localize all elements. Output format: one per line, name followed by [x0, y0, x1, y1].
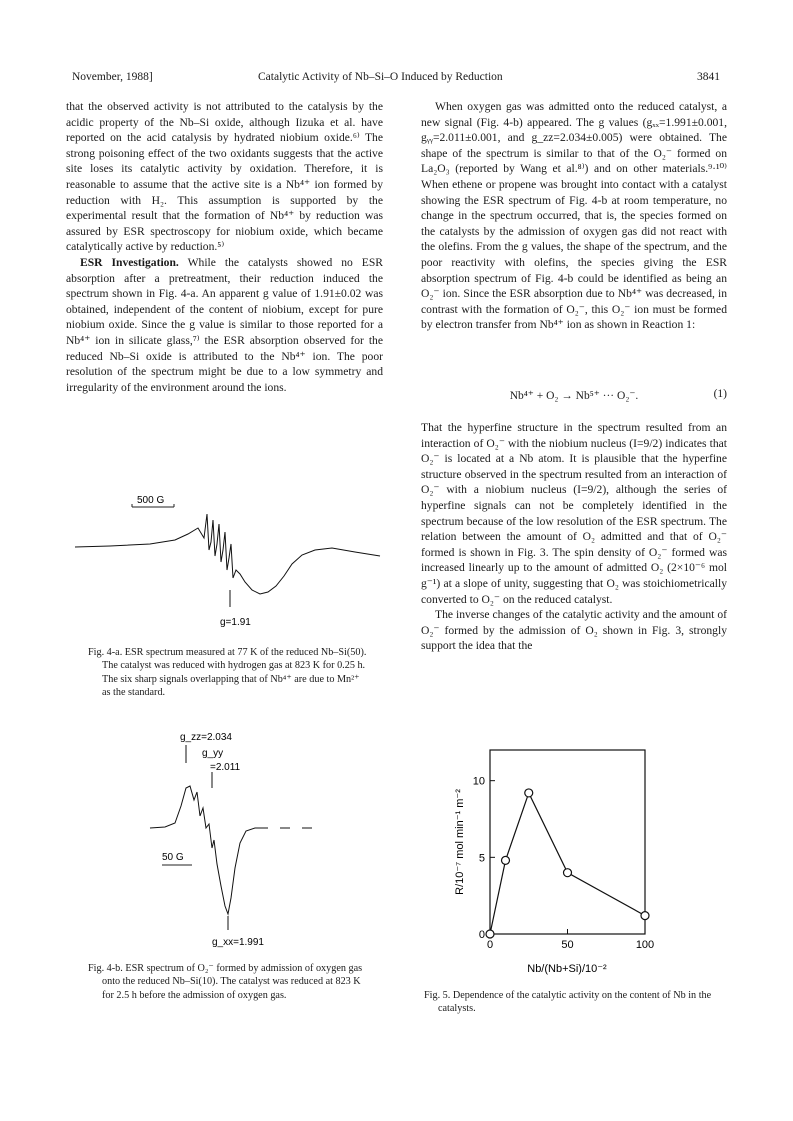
fig5-x-tick-label: 50: [561, 939, 574, 951]
right-paragraph-3: The inverse changes of the catalytic activity and the amount of O₂⁻ formed by the admission of O₂ shown in Fig. 3, strongly support the idea that the: [421, 608, 727, 653]
fig4a-scale-label: 500 G: [137, 495, 165, 506]
fig5-series-line: [490, 793, 645, 934]
left-paragraph-2-body: While the catalysts showed no ESR absorption after a pretreatment, their reduction induced the spectrum shown in Fig. 4-a. An apparent g value of 1.91±0.02 was obtained, independent of the content of niobium, except for pure niobium oxide. Since the g value is similar to those reported for a Nb⁴⁺ ion in silicate glass,⁷⁾ the ESR absorption observed for the reduced Nb–Si oxide is attributed to the Nb⁴⁺ ion. The poor resolution of the spectrum might be due to a low symmetry and irregularity of the environment around the ions.: [66, 255, 383, 394]
equation-number: (1): [713, 388, 727, 400]
fig5-data-point: [641, 912, 649, 920]
fig5-y-tick-label: 10: [472, 775, 485, 788]
left-paragraph-1: that the observed activity is not attributed to the catalysis by the acidic property of the Nb–Si oxide, although Iizuka et al. have reported on the acid catalysis by hydrated niobium oxide.⁶⁾ The strong poisoning effect of the two oxidants suggests that the active site loses its catalytic activity by oxidation. Therefore, it is reasonable to assume that the active site is a Nb⁴⁺ ion formed by reduction with H₂. This assumption is supported by the experimental result that the formation of Nb⁴⁺ by reduction was assured by ESR spectroscopy for niobium oxide, which became catalytically active by reduction.⁵⁾: [66, 100, 383, 254]
page-number: 3841: [697, 71, 720, 83]
running-header-left: November, 1988]: [72, 71, 153, 83]
left-column: [66, 99, 383, 395]
fig4b-spectrum: [150, 728, 370, 948]
fig4b-scale-label: 50 G: [162, 852, 184, 863]
fig5-y-tick-label: 0: [478, 929, 485, 941]
fig5-data-point: [502, 856, 510, 864]
fig5-data-point: [486, 930, 494, 938]
fig5-data-point: [525, 789, 533, 797]
right-column-top: [421, 99, 727, 333]
fig4b-trace: [150, 786, 268, 914]
fig5-chart: [445, 742, 725, 982]
fig5-plot-frame: [490, 750, 645, 934]
fig4a-g-label: g=1.91: [220, 617, 251, 628]
fig5-x-tick-label: 100: [635, 939, 655, 951]
right-column-bottom: [421, 420, 727, 654]
fig4a-spectrum: [70, 490, 390, 640]
left-paragraph-2: [66, 255, 383, 395]
section-heading-esr: ESR Investigation.: [80, 255, 179, 269]
fig5-x-tick-label: 0: [486, 939, 494, 951]
fig4a-caption: Fig. 4-a. ESR spectrum measured at 77 K of the reduced Nb–Si(50). The catalyst was reduced with hydrogen gas at 823 K for 0.25 h. The six sharp signals overlapping that of Nb⁴⁺ are due to Mn²⁺ as the standard.: [88, 647, 367, 699]
fig4b-gyy-label: g_yy: [202, 748, 224, 759]
fig4b-caption: Fig. 4-b. ESR spectrum of O₂⁻ formed by admission of oxygen gas onto the reduced Nb–Si(10). The catalyst was reduced at 823 K for 2.5 h before the admission of oxygen gas.: [88, 963, 363, 1001]
fig4a-trace: [75, 514, 380, 594]
fig5-xlabel: Nb/(Nb+Si)/10⁻²: [527, 963, 607, 975]
fig4b-gzz-label: g_zz=2.034: [180, 732, 232, 743]
fig5-caption: Fig. 5. Dependence of the catalytic activity on the content of Nb in the catalysts.: [424, 990, 712, 1015]
right-paragraph-2: That the hyperfine structure in the spectrum resulted from an interaction of O₂⁻ with the niobium nucleus (I=9/2) indicates that O₂⁻ is located at a Nb atom. It is plausible that the hyperfine structure observed in the spectrum resulted from an interaction of O₂⁻ with a niobium nucleus (I=9/2), although the series of hyperfine signals can not be completely identified in the spectrum because of the low resolution of the ESR spectrum. The relation between the amount of O₂ admitted and that of O₂⁻ formed is shown in Fig. 3. The spin density of O₂⁻ formed was increased linearly up to the amount of admitted O₂ (2×10⁻⁶ mol g⁻¹) at a slope of unity, suggesting that O₂ was stoichiometrically converted to O₂⁻ on the reduced catalyst.: [421, 421, 727, 606]
fig5-y-tick-label: 5: [478, 852, 485, 865]
fig5-data-point: [564, 869, 572, 877]
fig4b-gxx-label: g_xx=1.991: [212, 937, 264, 948]
equation-text: Nb⁴⁺ + O₂ → Nb⁵⁺ ··· O₂⁻.: [509, 390, 639, 402]
right-paragraph-1: When oxygen gas was admitted onto the reduced catalyst, a new signal (Fig. 4-b) appeared. The g values (gₓₓ=1.991±0.001, gᵧᵧ=2.011±0.001, and g_zz=2.034±0.005) were obtained. The shape of the spectrum is similar to that of the O₂⁻ formed on La₂O₃ (reported by Wang et al.⁸⁾) and on other materials.⁹·¹⁰⁾ When ethene or propene was brought into contact with a catalyst showing the ESR spectrum of Fig. 4-b at room temperature, no change in the spectrum occurred, that is, the species formed on the catalysts by the admission of oxygen gas did not react with the olefins. From the g values, the shape of the spectrum, and the poor reactivity with olefins, the species giving the ESR absorption spectrum of Fig. 4-b could be identified as being an O₂⁻ ion. Since the ESR absorption due to Nb⁴⁺ was decreased, in contrast with the formation of O₂⁻, this O₂⁻ ion must be formed by electron transfer from Nb⁴⁺ ion as shown in Reaction 1:: [421, 100, 727, 332]
fig5-ylabel: R/10⁻⁷ mol min⁻¹ m⁻²: [454, 789, 466, 895]
fig4b-gyy-value: =2.011: [210, 762, 241, 773]
running-header-title: Catalytic Activity of Nb–Si–O Induced by Reduction: [258, 71, 503, 83]
